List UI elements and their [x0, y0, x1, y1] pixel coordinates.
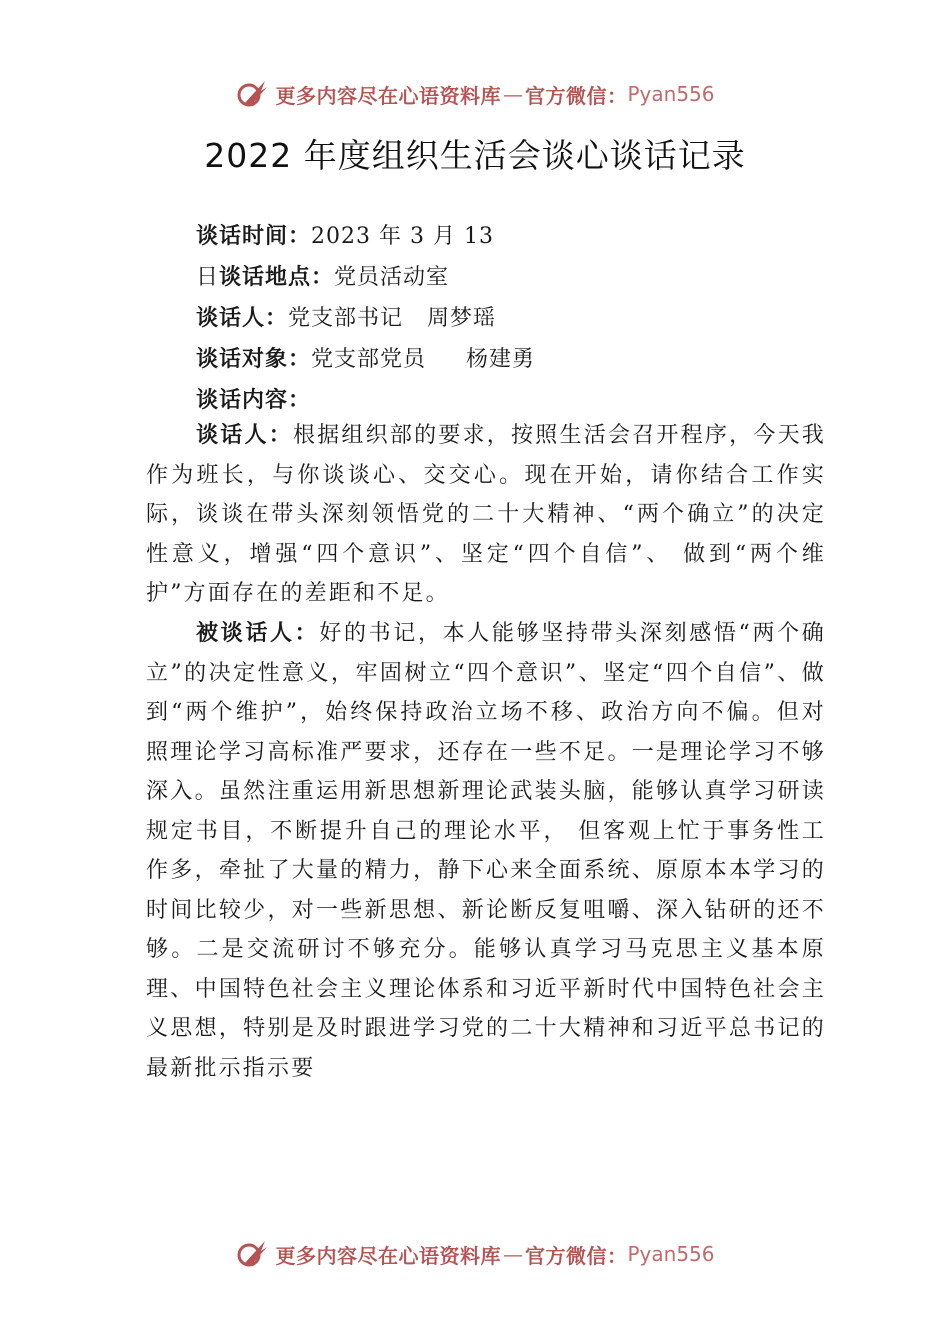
meta-place-value: 党员活动室	[334, 265, 450, 290]
document-title: 2022 年度组织生活会谈心谈话记录	[204, 136, 746, 175]
meta-content-line	[196, 380, 836, 421]
paragraph-speaker-text: 根据组织部的要求，按照生活会召开程序，今天我作为班长，与你谈谈心、交交心。现在开始，请你结合工作实际，谈谈在带头深刻领悟党的二十大精神、“两个确立”的决定性意义，增强“四个意识”、坚定“四个自信”、 做到“两个维护”方面存在的差距和不足。	[146, 423, 826, 606]
paragraph-speaker-label: 谈话人：	[196, 422, 293, 448]
meta-time-label: 谈话时间：	[196, 223, 312, 249]
watermark-account: Pyan556	[627, 1242, 715, 1266]
watermark-separator: —	[502, 1242, 523, 1266]
meta-time-line	[196, 216, 836, 257]
footer-watermark	[0, 1234, 950, 1274]
meta-place-prefix: 日	[196, 265, 220, 290]
watermark-account: Pyan556	[627, 82, 715, 106]
watermark-text: 更多内容尽在心语资料库	[275, 83, 501, 108]
meta-speaker-line	[196, 298, 836, 339]
paragraph-respondent-label: 被谈话人：	[196, 620, 320, 646]
header-watermark	[0, 74, 950, 114]
meta-block	[196, 216, 836, 421]
meta-target-value: 党支部党员 杨建勇	[311, 347, 535, 372]
watermark-separator: —	[502, 82, 523, 106]
watermark-suffix: 官方微信：	[524, 1243, 628, 1268]
meta-content-label: 谈话内容：	[196, 387, 312, 413]
meta-target-label: 谈话对象：	[196, 346, 312, 372]
meta-place-line	[196, 257, 836, 298]
paragraph-respondent-text: 好的书记，本人能够坚持带头深刻感悟“两个确立”的决定性意义，牢固树立“四个意识”、坚定“四个自信”、做到“两个维护”，始终保持政治立场不移、政治方向不偏。但对照理论学习高标准严要求，还存在一些不足。一是理论学习不够深入。虽然注重运用新思想新理论武装头脑，能够认真学习研读规定书目，不断提升自己的理论水平， 但客观上忙于事务性工作多，牵扯了大量的精力，静下心来全面系统、原原本本学习的时间比较少，对一些新思想、新论断反复咀嚼、深入钻研的还不够。二是交流研讨不够充分。能够认真学习马克思主义基本原理、中国特色社会主义理论体系和习近平新时代中国特色社会主义思想，特别是及时跟进学习党的二十大精神和习近平总书记的最新批示指示要	[146, 621, 826, 1081]
meta-time-value: 2023 年 3 月 13	[311, 224, 494, 249]
meta-speaker-value: 党支部书记 周梦瑶	[288, 306, 496, 331]
quill-logo-icon	[235, 1237, 269, 1271]
paragraph-speaker	[146, 416, 826, 614]
paragraph-respondent	[146, 614, 826, 1088]
meta-target-line	[196, 339, 836, 380]
meta-place-label: 谈话地点：	[219, 264, 335, 290]
meta-speaker-label: 谈话人：	[196, 305, 289, 331]
watermark-suffix: 官方微信：	[524, 83, 628, 108]
watermark-text: 更多内容尽在心语资料库	[275, 1243, 501, 1268]
quill-logo-icon	[235, 77, 269, 111]
